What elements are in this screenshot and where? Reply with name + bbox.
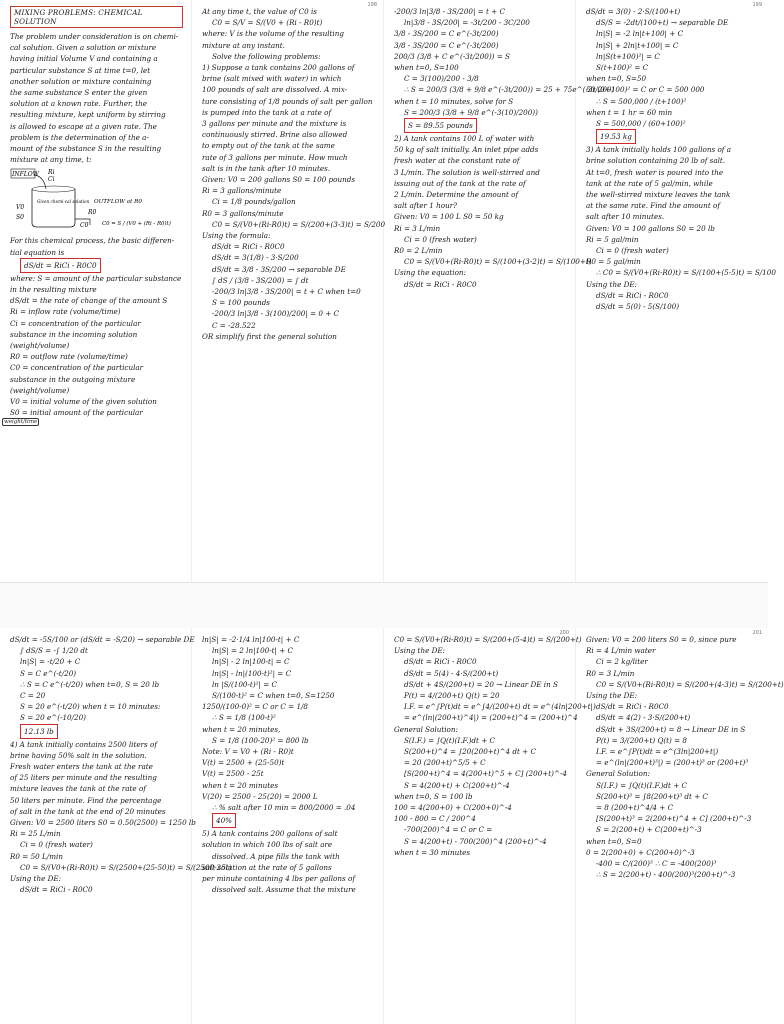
text-line: ln|S| = -2 ln|t+100| + C [596, 29, 684, 39]
text-line: substance in the incoming solution [10, 329, 138, 339]
text-line: when t = 20 minutes [202, 780, 279, 790]
text-line: The problem under consideration is on chemi- [10, 32, 179, 41]
text-line: when t = 10 minutes, solve for S [394, 96, 514, 106]
text-line: when t = 1 hr = 60 min [586, 107, 673, 117]
tank-diagram [10, 167, 180, 231]
text-line: dissolved salt. Assume that the mixture [212, 885, 356, 895]
text-line: ∫ dS / (3/8 - 3S/200) = ∫ dt [212, 275, 309, 285]
text-line: = e^(ln|(200+t)^4|) = (200+t)^4 = (200+t)^4 [404, 713, 578, 723]
text-line: dissolved. A pipe fills the tank with [212, 851, 340, 861]
text-line: particular substance S at time t=0, let [10, 65, 151, 75]
text-line: ln|S| - 2 ln|100-t| = C [212, 657, 290, 667]
text-line: Given: V0 = 100 L S0 = 50 kg [394, 212, 504, 222]
text-line: Ri = 4 L/min water [586, 646, 656, 656]
text-line: having initial Volume V and containing a [10, 54, 158, 64]
text-line: 200/3 (3/8 + C e^(-3t/200)) = S [394, 51, 510, 61]
text-line: ∴ S = 2(200+t) - 400(200)³(200+t)^-3 [596, 870, 736, 880]
text-line: C0 = S/(V0+(Ri-R0)t) = S/(100+(3-2)t) = S/(100+t) [404, 257, 592, 267]
text-line: Using the equation: [394, 268, 466, 278]
inflow-label: INFLOW [12, 171, 39, 179]
text-line: Given: V0 = 2500 liters S0 = 0.50(2500) = 1250 lb [10, 818, 196, 828]
page-201 [576, 628, 784, 1024]
text-line: 2 L/min. Determine the amount of [394, 190, 519, 200]
text-line: 1250/(100-0)² = C or C = 1/8 [202, 702, 309, 712]
ri-label: Ri [48, 169, 55, 177]
text-line: dS/dt = RiCi - R0C0 [596, 702, 669, 712]
text-line: At t=0, fresh water is poured into the [586, 167, 724, 177]
text-line: issuing out of the tank at the rate of [394, 178, 526, 188]
text-line: C = -28.522 [212, 320, 256, 330]
text-line: ln|S| = -2·1/4 ln|100-t| + C [202, 635, 300, 644]
text-line: Using the DE: [394, 646, 446, 656]
page-spread-gap [0, 582, 768, 628]
text-line: ∴ S = 500,000 / (t+100)² [596, 96, 687, 106]
text-line: 100 pounds of salt are dissolved. A mix- [202, 85, 348, 95]
text-line: dS/dt = 4(2) - 3·S/(200+t) [596, 713, 691, 723]
text-line: General Solution: [394, 724, 458, 734]
text-line: dS/dt + 4S/(200+t) = 20 → Linear DE in S [404, 679, 558, 689]
text-line: C0 = S/(V0+(Ri-R0)t) = S/(200+(5-4)t) = S/(200+t) [394, 635, 582, 644]
text-line: mixture leaves the tank at the rate of [10, 784, 146, 794]
text-line: dS/dt = 3/8 - 3S/200 → separable DE [212, 264, 346, 274]
r0-label: R0 [88, 209, 97, 217]
text-line: problem is the determination of the a- [10, 132, 149, 142]
text-line: Ci = 0 (fresh water) [404, 234, 477, 244]
text-line: S = 2(200+t) + C(200+t)^-3 [596, 825, 702, 835]
answer-line [10, 724, 183, 739]
text-line: Ci = 0 (fresh water) [20, 840, 93, 850]
tank-top [32, 186, 75, 192]
text-line: substance in the outgoing mixture [10, 374, 136, 384]
answer-line [202, 813, 375, 828]
text-line: 3) A tank initially holds 100 gallons of a [586, 145, 732, 155]
text-line: S/(100-t)² = C when t=0, S=1250 [212, 691, 335, 701]
text-line: ln|3/8 - 3S/200| = -3t/200 - 3C/200 [404, 18, 530, 28]
text-line: P(t) = 3/(200+t) Q(t) = 8 [596, 735, 687, 745]
text-line: 1) Suppose a tank contains 200 gallons of [202, 63, 355, 73]
text-line: Note: V = V0 + (Ri - R0)t [202, 747, 294, 757]
text-line: dS/S = -2dt/(100+t) → separable DE [596, 18, 729, 28]
bottom-spread [0, 628, 784, 1024]
v0-label: V0 [16, 204, 25, 212]
text-line: C0 = concentration of the particular [10, 363, 144, 373]
text-line: ture consisting of 1/8 pounds of salt per gallon [202, 96, 373, 106]
text-line: Given: V0 = 200 gallons S0 = 100 pounds [202, 175, 356, 185]
text-line: S = 100 pounds [212, 298, 270, 308]
text-line: Ri = 3 gallons/minute [202, 186, 282, 196]
text-line: rate of 3 gallons per minute. How much [202, 152, 348, 162]
text-line: at the same rate. Find the amount of [586, 201, 720, 211]
text-line: ln|S(t+100)²| = C [596, 51, 660, 61]
text-line: 3 L/min. The solution is well-stirred and [394, 167, 540, 177]
text-line: Given: V0 = 200 liters S0 = 0, since pure [586, 635, 737, 644]
text-line: R0 = outflow rate (volume/time) [10, 352, 128, 362]
tank-label: Given chemi-cal solution [37, 199, 90, 205]
text-line: C0 = S/(V0+(Ri-R0)t) = S/(200+(4-3)t) = S/(200+t) [596, 679, 784, 689]
text-line: dS/dt = 5(4) - 4·S/(200+t) [404, 668, 499, 678]
text-line: ∴ S = 1/8 (100-t)² [212, 713, 276, 723]
text-line: dS/dt = RiCi - R0C0 [404, 657, 477, 667]
text-line: dS/dt = 3(1/8) - 3·S/200 [212, 253, 299, 263]
text-line: Using the DE: [10, 874, 62, 884]
text-line: when t=0, S=50 [586, 74, 647, 84]
text-line: dS/dt = RiCi - R0C0 [596, 290, 669, 300]
answer-line [394, 118, 567, 133]
text-line: I.F. = e^∫P(t)dt = e^∫4/(200+t) dt = e^(4ln|200+t|) [404, 702, 596, 712]
text-line: General Solution: [586, 769, 650, 779]
text-line: another solution or mixture containing [10, 76, 152, 86]
text-line: R0 = 50 L/min [10, 851, 63, 861]
text-line: the well-stirred mixture leaves the tank [586, 190, 731, 200]
text-line: At any time t, the value of C0 is [202, 7, 317, 16]
text-line: ln|S| = 2 ln|100-t| + C [212, 646, 294, 656]
text-line: in the resulting mixture [10, 285, 97, 295]
text-line: resulting mixture, kept uniform by stirring [10, 110, 166, 120]
text-line: ln |S/(100-t)²| = C [212, 679, 278, 689]
answer-line [586, 129, 760, 144]
page-number: 198 [367, 2, 377, 8]
outflow-label: OUTFLOW at R0 [94, 199, 142, 206]
text-line: (weight/volume) [10, 341, 70, 351]
tank-outline [32, 189, 75, 227]
text-line: 5) A tank contains 200 gallons of salt [202, 829, 338, 839]
text-line: ∴ C0 = S/(V0+(Ri-R0)t) = S/(100+(5-5)t) = S/100 [596, 268, 776, 278]
text-line: P(t) = 4/(200+t) Q(t) = 20 [404, 691, 500, 701]
text-line: S(I.F.) = ∫Q(t)(I.F.)dt + C [404, 735, 495, 745]
page-number: 201 [752, 630, 762, 636]
text-line: V0 = initial volume of the given solution [10, 397, 157, 407]
text-line: brine having 50% salt in the solution. [10, 750, 147, 760]
text-line: when t=0, S = 100 lb [394, 791, 473, 801]
text-line: S = 4(200+t) - 700(200)^4 (200+t)^-4 [404, 836, 547, 846]
page-intro [0, 0, 192, 582]
text-line: 100 = 4(200+0) + C(200+0)^-4 [394, 803, 512, 813]
basic-de-line [10, 258, 183, 273]
text-line: ln|S| + 2ln|t+100| = C [596, 40, 679, 50]
text-line: where: V is the volume of the resulting [202, 29, 344, 39]
text-line: ∴ % salt after 10 min = 800/2000 = .04 [212, 803, 356, 813]
text-line: Ci = 2 kg/liter [596, 657, 648, 667]
text-line: salt is in the tank after 10 minutes. [202, 163, 331, 173]
page-200-continued [384, 628, 596, 1024]
text-line: V(t) = 2500 - 25t [202, 769, 264, 779]
text-line: when t=0, S=0 [586, 836, 642, 846]
text-line: S(I.F.) = ∫Q(t)(I.F.)dt + C [596, 780, 687, 790]
text-line: Fresh water enters the tank at the rate [10, 762, 153, 772]
text-line: C = 3(100)/200 - 3/8 [404, 74, 479, 84]
text-line: 50 liters per minute. Find the percentage [10, 795, 162, 805]
text-line: S = C e^(-t/20) [20, 668, 77, 678]
text-line: S(t+100)² = C [596, 63, 649, 73]
text-line: solution in which 100 lbs of salt are [202, 840, 333, 850]
text-line: dS/dt = the rate of change of the amount S [10, 296, 168, 306]
text-line: per minute containing 4 lbs per gallons of [202, 874, 355, 884]
text-line: dS/dt + 3S/(200+t) = 8 → Linear DE in S [596, 724, 746, 734]
text-line: dS/dt = RiCi - R0C0 [20, 885, 93, 895]
boxed-answer: 12.13 lb [20, 724, 58, 739]
c0-label: C0 [80, 222, 89, 230]
text-line: Using the formula: [202, 231, 271, 241]
text-line: Given: V0 = 100 gallons S0 = 20 lb [586, 223, 715, 233]
text-line: brine solution containing 20 lb of salt. [586, 156, 726, 166]
page-198 [192, 0, 384, 582]
text-line: = 20 (200+t)^5/5 + C [404, 758, 486, 768]
text-line: where: S = amount of the particular substance [10, 273, 182, 283]
text-line: S0 = initial amount of the particular [10, 408, 143, 418]
page-title: MIXING PROBLEMS: CHEMICAL SOLUTION [10, 6, 183, 28]
text-line: ln|S| - ln|(100-t)²| = C [212, 668, 292, 678]
text-line: to empty out of the tank at the same [202, 141, 335, 151]
text-line: -700(200)^4 = C or C = [404, 825, 493, 835]
text-line: 100 - 800 = C / 200^4 [394, 814, 476, 824]
text-line: when t = 30 minutes [394, 847, 471, 857]
text-line: dS/dt = 3(0) - 2·S/(100+t) [586, 7, 681, 16]
text-line: V(20) = 2500 - 25(20) = 2000 L [202, 791, 318, 801]
text-line: -400 = C/(200)³ ∴ C = -400(200)³ [596, 859, 717, 869]
text-line: Ri = 25 L/min [10, 829, 61, 839]
text-line: Ci = 0 (fresh water) [596, 246, 669, 256]
boxed-answer: 40% [212, 813, 236, 828]
text-line: fresh water at the constant rate of [394, 156, 520, 166]
text-line: V(t) = 2500 + (25-50)t [202, 758, 285, 768]
text-line: of salt in the tank at the end of 20 minutes [10, 806, 166, 816]
text-line: salt after 1 hour? [394, 201, 457, 211]
text-line: salt solution at the rate of 5 gallons [202, 862, 332, 872]
text-line: 3/8 - 3S/200 = C e^(-3t/200) [394, 40, 499, 50]
text-line: is pumped into the tank at a rate of [202, 107, 332, 117]
text-line: mixture at any time, t: [10, 155, 92, 165]
text-line: Using the DE: [586, 279, 638, 289]
text-line: Ri = 5 gal/min [586, 234, 639, 244]
text-line: R0 = 2 L/min [394, 246, 443, 256]
s0-label: S0 [16, 214, 24, 222]
text-line: 3 gallons per minute and the mixture is [202, 119, 347, 129]
text-line: dS/dt = RiCi - R0C0 [212, 242, 285, 252]
text-line: Solve the following problems: [212, 51, 321, 61]
text-line: -200/3 ln|3/8 - 3S/200| = t + C when t=0 [212, 287, 361, 297]
text-line: = e^(ln|(200+t)³|) = (200+t)³ or (200+t)³ [596, 758, 749, 768]
text-line: solution at a known rate. Further, the [10, 99, 148, 109]
page-number: 199 [752, 2, 762, 8]
text-line: tank at the rate of 5 gal/min, while [586, 178, 713, 188]
text-line: C0 = S/V = S/(V0 + (Ri - R0)t) [212, 18, 323, 28]
text-line: S = 20 e^(-t/20) when t = 10 minutes: [20, 702, 161, 712]
text-line: dS/dt = 5(0) - 5(S/100) [596, 302, 680, 312]
text-line: brine (salt mixed with water) in which [202, 74, 342, 84]
text-line: (weight/volume) [10, 385, 70, 395]
text-line: 4) A tank initially contains 2500 liters of [10, 739, 157, 749]
text-line: the same substance S enter the given [10, 88, 148, 98]
ci-label: Ci [48, 176, 55, 184]
text-line: Ri = inflow rate (volume/time) [10, 307, 121, 317]
text-line: tial equation is [10, 247, 65, 257]
text-line: 0 = 2(200+0) + C(200+0)^-3 [586, 847, 695, 857]
text-line: ln|S| = -t/20 + C [20, 657, 81, 667]
boxed-answer: 19.53 kg [596, 129, 636, 144]
text-line: 50 kg of salt initially. An inlet pipe adds [394, 145, 539, 155]
text-line: -200/3 ln|3/8 - 3(100)/200| = 0 + C [212, 309, 340, 319]
text-line: cal solution. Given a solution or mixture [10, 43, 157, 53]
text-line: ∴ S = C e^(-t/20) when t=0, S = 20 lb [20, 679, 160, 689]
text-line: C0 = S/(V0+(Ri-R0)t) = S/(2500+(25-50)t) = S/(2500-25t) [20, 862, 232, 872]
text-line: Ci = 1/8 pounds/gallon [212, 197, 296, 207]
text-line: S = 200/3 (3/8 + 9/8 e^(-3(10)/200)) [404, 107, 538, 117]
c0-formula: C0 = S / (V0 + (Ri - R0)t) [102, 221, 171, 228]
text-line: 50 (0+100)² = C or C = 500 000 [586, 85, 705, 95]
page-200 [192, 628, 384, 1024]
tank-diagram-svg [10, 167, 180, 231]
de-intro-text [10, 235, 183, 257]
boxed-answer: S = 89.55 pounds [404, 118, 477, 133]
text-line: S(200+t)^4 = ∫20(200+t)^4 dt + C [404, 747, 536, 757]
text-line: R0 = 3 gallons/minute [202, 208, 284, 218]
text-line: OR simplify first the general solution [202, 331, 337, 341]
text-line: 2) A tank contains 100 L of water with [394, 134, 535, 144]
text-line: is allowed to escape at a given rate. The [10, 121, 157, 131]
text-line: of 25 liters per minute and the resulting [10, 773, 157, 783]
text-line: S = 4(200+t) + C(200+t)^-4 [404, 780, 510, 790]
text-line: R0 = 3 L/min [586, 668, 635, 678]
text-line: continuously stirred. Brine also allowed [202, 130, 348, 140]
text-line: S = 20 e^(-10/20) [20, 713, 86, 723]
text-line: mount of the substance S in the resulting [10, 144, 162, 154]
text-line: ∴ S = 200/3 (3/8 + 9/8 e^(-3t/200)) = 25 + 75e^(-3t/200) [404, 85, 615, 95]
page-number: 200 [559, 630, 569, 636]
text-line: C0 = S/(V0+(Ri-R0)t) = S/(200+(3-3)t) = S/200 [212, 219, 386, 229]
text-line: mixture at any instant. [202, 40, 285, 50]
intro-text [10, 31, 183, 165]
text-line: S = 500,000 / (60+100)² [596, 119, 686, 129]
text-line: when t = 20 minutes, [202, 724, 281, 734]
text-line: C = 20 [20, 691, 46, 701]
text-line: Ci = concentration of the particular [10, 318, 141, 328]
text-line: 3/8 - 3S/200 = C e^(-3t/200) [394, 29, 499, 39]
text-line: R0 = 5 gal/min [586, 257, 641, 267]
weight-time-note: weight/time [4, 419, 38, 425]
text-line: [S(200+t)^4 = 4(200+t)^5 + C] (200+t)^-4 [404, 769, 567, 779]
text-line: Ri = 3 L/min [394, 223, 441, 233]
basic-de-box: dS/dt = RiCi - R0C0 [20, 258, 101, 273]
text-line: when t=0, S=100 [394, 63, 459, 73]
text-line: Using the DE: [586, 691, 638, 701]
text-line: dS/dt = -5S/100 or (dS/dt = -S/20) → separable DE [10, 635, 195, 644]
text-line: ∫ dS/S = -∫ 1/20 dt [20, 646, 88, 656]
text-line: [S(200+t)³ = 2(200+t)^4 + C] (200+t)^-3 [596, 814, 752, 824]
text-line: salt after 10 minutes. [586, 212, 665, 222]
text-line: S(200+t)³ = ∫8(200+t)³ dt + C [596, 791, 708, 801]
text-line: dS/dt = RiCi - R0C0 [404, 279, 477, 289]
text-line: For this chemical process, the basic differen- [10, 236, 175, 246]
definitions-list [10, 273, 183, 419]
text-line: S = 1/8 (100-20)² = 800 lb [212, 735, 309, 745]
text-line: I.F. = e^∫P(t)dt = e^(3ln|200+t|) [596, 747, 719, 757]
text-line: = 8 (200+t)^4/4 + C [596, 803, 674, 813]
page-199 [576, 0, 776, 582]
text-line: -200/3 ln|3/8 - 3S/200| = t + C [394, 7, 505, 16]
